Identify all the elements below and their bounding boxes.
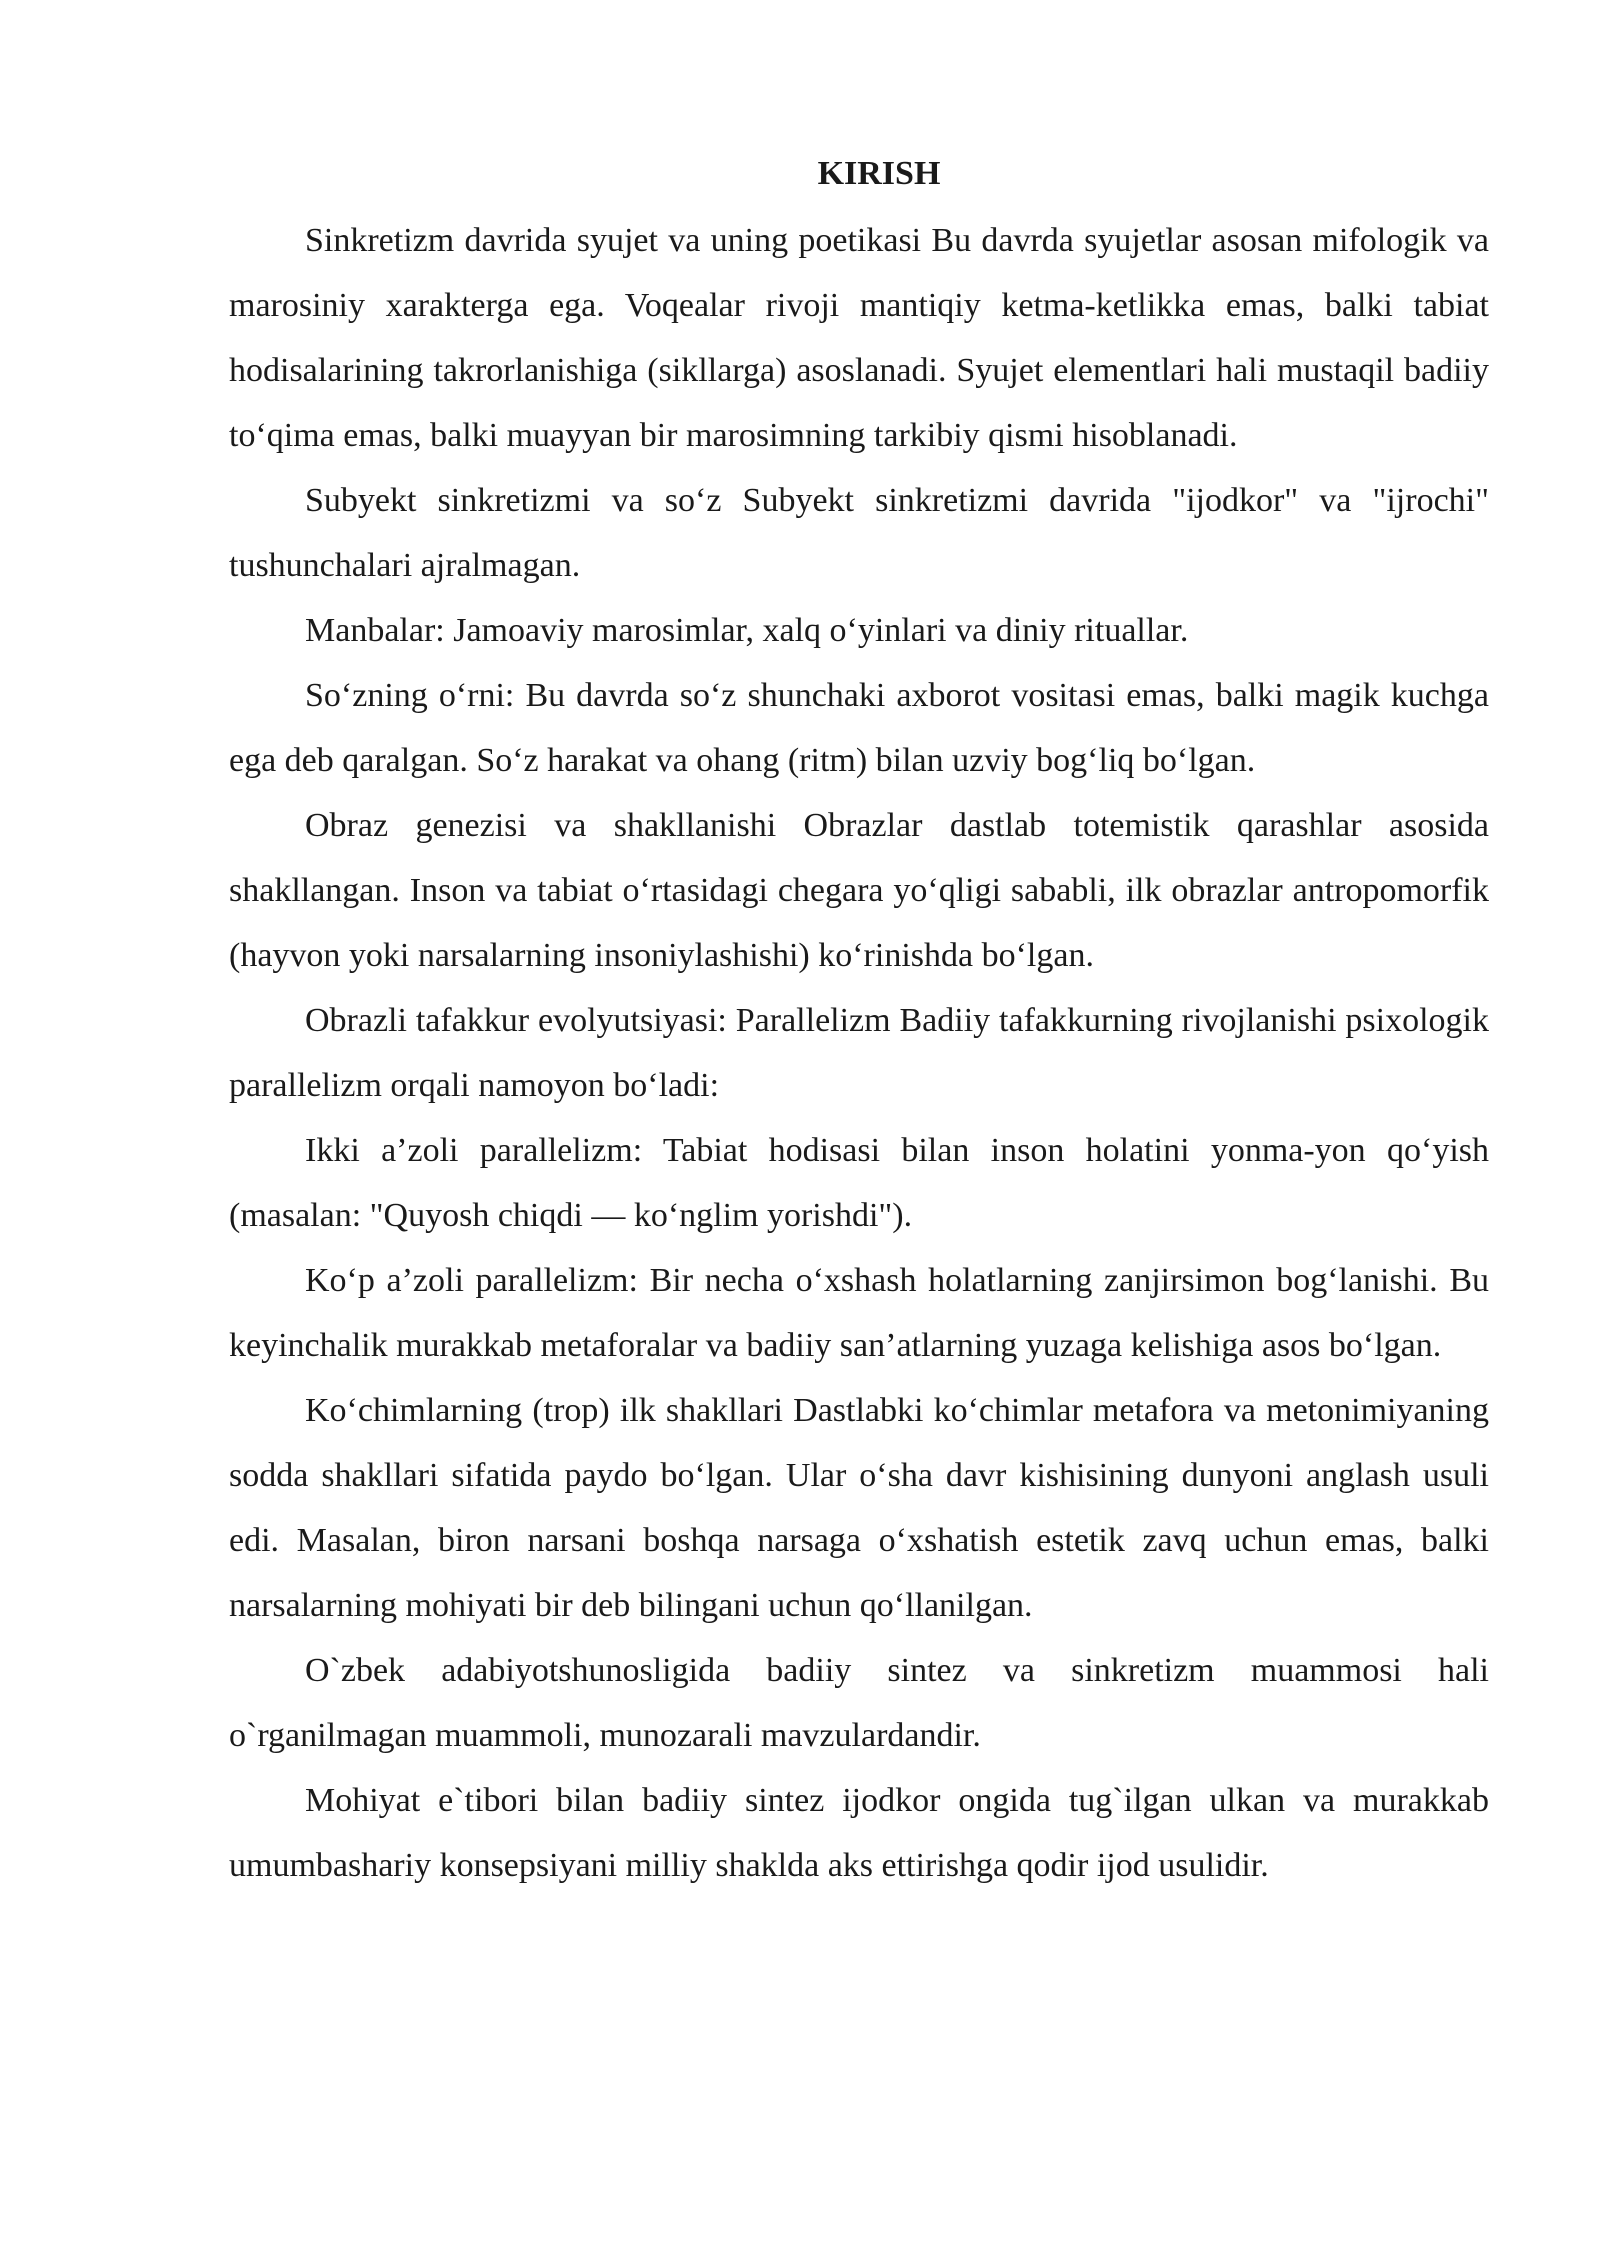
paragraph-3: Manbalar: Jamoaviy marosimlar, xalq o‘yinlari va diniy rituallar. <box>305 612 1189 649</box>
paragraph-8: Ko‘p a’zoli parallelizm: Bir necha o‘xshash holatlarning zanjirsimon bog‘lanishi. Bu keyinchalik murakkab metaforalar va badiiy san’atlarning yuzaga kelishiga asos bo‘lgan. <box>229 1262 1489 1364</box>
paragraph-6: Obrazli tafakkur evolyutsiyasi: Parallelizm Badiiy tafakkurning rivojlanishi psixologik parallelizm orqali namoyon bo‘ladi: <box>229 1002 1489 1104</box>
paragraph-5: Obraz genezisi va shakllanishi Obrazlar dastlab totemistik qarashlar asosida shakllangan. Inson va tabiat o‘rtasidagi chegara yo‘qligi sababli, ilk obrazlar antropomorfik (hayvon yoki narsalarning insoniylashishi) ko‘rinishda bo‘lgan. <box>229 807 1489 974</box>
paragraph-1: Sinkretizm davrida syujet va uning poetikasi Bu davrda syujetlar asosan mifologik va marosiniy xarakterga ega. Voqealar rivoji mantiqiy ketma-ketlikka emas, balki tabiat hodisalarining takrorlanishiga (sikllarga) asoslanadi. Syujet elementlari hali mustaqil badiiy to‘qima emas, balki muayyan bir marosimning tarkibiy qismi hisoblanadi. <box>229 222 1489 454</box>
paragraph-9: Ko‘chimlarning (trop) ilk shakllari Dastlabki ko‘chimlar metafora va metonimiyaning sodda shakllari sifatida paydo bo‘lgan. Ular o‘sha davr kishisining dunyoni anglash usuli edi. Masalan, biron narsani boshqa narsaga o‘xshatish estetik zavq uchun emas, balki narsalarning mohiyati bir deb bilingani uchun qo‘llanilgan. <box>229 1392 1489 1624</box>
paragraph-2: Subyekt sinkretizmi va so‘z Subyekt sinkretizmi davrida "ijodkor" va "ijrochi" tushunchalari ajralmagan. <box>229 482 1489 584</box>
document-page <box>229 140 1489 1898</box>
paragraph-10: O`zbek adabiyotshunosligida badiiy sintez va sinkretizm muammosi hali o`rganilmagan muammoli, munozarali mavzulardandir. <box>229 1652 1489 1754</box>
paragraph-4: So‘zning o‘rni: Bu davrda so‘z shunchaki axborot vositasi emas, balki magik kuchga ega deb qaralgan. So‘z harakat va ohang (ritm) bilan uzviy bog‘liq bo‘lgan. <box>229 677 1489 779</box>
paragraph-7: Ikki a’zoli parallelizm: Tabiat hodisasi bilan inson holatini yonma-yon qo‘yish (masalan: "Quyosh chiqdi — ko‘nglim yorishdi"). <box>229 1132 1489 1234</box>
paragraph-11: Mohiyat e`tibori bilan badiiy sintez ijodkor ongida tug`ilgan ulkan va murakkab umumbashariy konsepsiyani milliy shaklda aks ettirishga qodir ijod usulidir. <box>229 1782 1489 1884</box>
document-title: KIRISH <box>817 155 941 192</box>
